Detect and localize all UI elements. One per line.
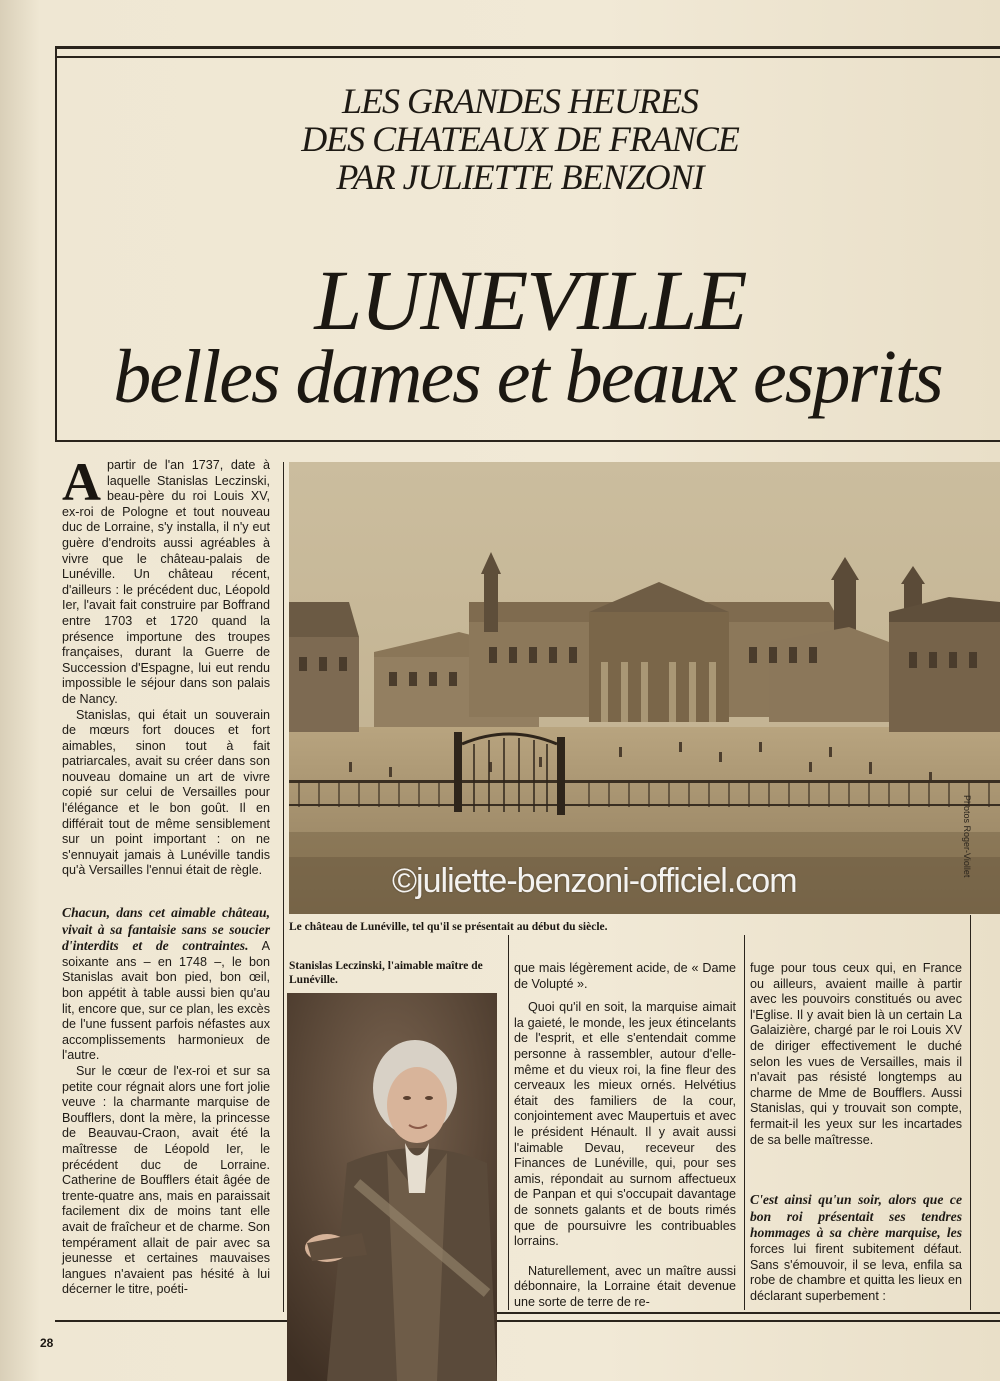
castle-photo bbox=[289, 462, 1000, 914]
title-underline-rule bbox=[55, 440, 1000, 442]
top-rule bbox=[55, 46, 1000, 49]
portrait-illustration bbox=[287, 993, 497, 1381]
paragraph: Naturellement, avec un maître aussi débonnaire, la Lorraine était devenue une sorte de terre de re- bbox=[514, 1263, 736, 1309]
column-divider-2 bbox=[508, 935, 509, 1310]
article-subtitle: belles dames et beaux esprits bbox=[113, 335, 942, 419]
drop-cap: A bbox=[62, 452, 101, 512]
paragraph: Quoi qu'il en soit, la marquise aimait la gaieté, le monde, les jeux étincelants de l'esprit, et elle s'entendait comme personne à rassembler, autour d'elle-même et du vieux roi, la fine fleur des cerveaux les mieux ornés. Helvétius était des familiers de la cour, conjointement avec Maupertuis et avec le président Hénault. Il y avait aussi l'aimable Devau, receveur des Finances de Lunéville, qui, pour ses amis, répondait au surnom affectueux de Panpan et qui s'occupait davantage de sonnets galants et de bouts rimés que de poursuivre les contribuables lorrains. bbox=[514, 1000, 736, 1249]
bottom-rule bbox=[55, 1320, 1000, 1322]
column-divider-4 bbox=[970, 915, 971, 1310]
paragraph-text: partir de l'an 1737, date à laquelle Stanislas Leczinski, beau-père du roi Louis XV, ex-roi de Pologne et tout nouveau duc de Lorraine, s'y installa, il n'y eut guère d'endroits aussi agréables à vivre que le château-palais de Lunéville. Un château récent, d'ailleurs : le précédent duc, Léopold Ier, l'avait fait construire par Boffrand entre 1703 et 1720 quand la présence importune des troupes françaises, durant la Guerre de Succession d'Espagne, lui eut rendu impossible le séjour dans son palais de Nancy. bbox=[62, 458, 270, 706]
paragraph-lead bbox=[62, 905, 270, 1064]
series-header bbox=[250, 82, 790, 196]
header-line-1: LES GRANDES HEURES bbox=[342, 81, 698, 121]
paragraph-lead bbox=[750, 1192, 962, 1304]
paragraph-text: forces lui firent subitement défaut. Sans s'émouvoir, il se leva, enfila sa robe de chambre et quitta les lieux en déclarant superbement : bbox=[750, 1241, 962, 1303]
paragraph: fuge pour tous ceux qui, en France ou ailleurs, avaient maille à partir avec les pouvoirs constitués ou avec l'Eglise. Il y avait bien là un certain La Galaizière, chargé par le roi Louis XV de diriger effectivement le duché selon les vues de Versailles, mais il n'avait pas résisté longtemps au charme de Mme de Boufflers. Aussi Stanislas, qui y trouvait son compte, fermait-il les yeux sur les incartades de sa belle maîtresse. bbox=[750, 961, 962, 1147]
paragraph: que mais légèrement acide, de « Dame de Volupté ». bbox=[514, 961, 736, 991]
header-line-2: DES CHATEAUX DE FRANCE bbox=[301, 119, 739, 159]
page-number: 28 bbox=[40, 1336, 54, 1350]
lead-italic-text: C'est ainsi qu'un soir, alors que ce bon roi présentait ses tendres hommages à sa chère marquise, les bbox=[750, 1192, 962, 1241]
text-column-3 bbox=[514, 961, 736, 1310]
paragraph: Sur le cœur de l'ex-roi et sur sa petite cour régnait alors une fort jolie veuve : la charmante marquise de Boufflers, dont la mère, la princesse de Beauvau-Craon, avait été la maîtresse de Léopold Ier, le précédent duc de Lorraine. Catherine de Boufflers était âgée de trente-quatre ans, mais en paraissait facilement dix de moins tant elle avait de fraîcheur et de charme. Son tempérament allait de pair avec sa jeunesse et certaines mauvaises langues n'avaient pas hésité à lui décerner le titre, poéti- bbox=[62, 1063, 270, 1297]
watermark: ©juliette-benzoni-officiel.com bbox=[392, 862, 797, 900]
portrait-caption: Stanislas Leczinski, l'aimable maître de Lunéville. bbox=[289, 960, 483, 986]
column-divider-1 bbox=[283, 462, 284, 1312]
header-line-3: PAR JULIETTE BENZONI bbox=[336, 157, 704, 197]
castle-illustration bbox=[289, 462, 1000, 914]
lead-italic-text: Chacun, dans cet aimable château, vivait à sa fantaisie sans se soucier d'interdits et de contraintes. bbox=[62, 905, 270, 954]
paragraph-opening bbox=[62, 452, 270, 708]
top-rule-thin bbox=[55, 56, 1000, 58]
portrait-photo bbox=[287, 993, 497, 1381]
text-column-1 bbox=[62, 452, 270, 1298]
paragraph-text: A soixante ans – en 1748 –, le bon Stanislas avait bon pied, bon œil, bon appétit à table aussi bien qu'au lit, encore que, sur ce plan, les excès de l'une fussent parfois néfastes aux accomplissements harmonieux de l'autre. bbox=[62, 939, 270, 1063]
column-divider-3 bbox=[744, 935, 745, 1310]
photo-credit: Photos Roger-Viollet bbox=[962, 795, 972, 878]
bottom-rule-thin bbox=[497, 1312, 1000, 1314]
text-column-4 bbox=[750, 961, 962, 1304]
castle-caption: Le château de Lunéville, tel qu'il se présentait au début du siècle. bbox=[289, 921, 608, 933]
paragraph: Stanislas, qui était un souverain de mœurs fort douces et fort aimables, sinon tout à fait patriarcales, avait su créer dans son nouveau domaine un art de vivre copié sur celui de Versailles pour l'élégance et le bon goût. Il en différait tout de même sensiblement sur un point important : on ne s'ennuyait jamais à Lunéville tandis qu'à Versailles l'ennui était de règle. bbox=[62, 707, 270, 878]
article-title: LUNEVILLE bbox=[314, 252, 746, 348]
